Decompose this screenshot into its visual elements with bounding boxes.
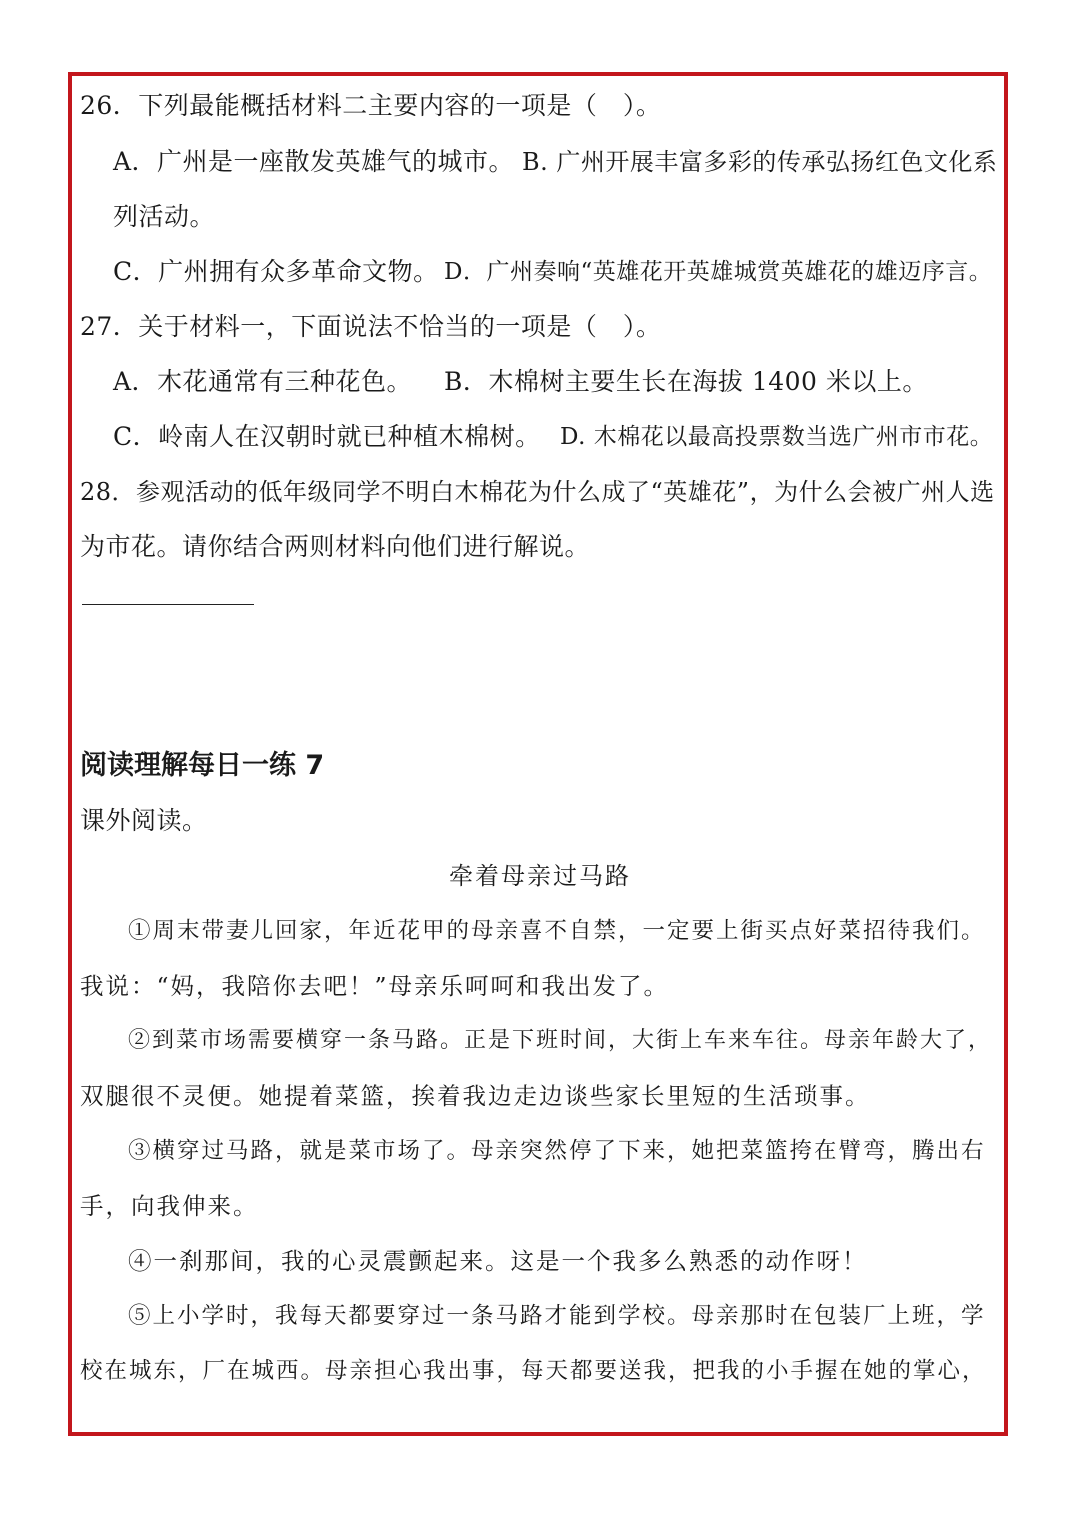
article-paragraph-1-line-1: ①周末带妻儿回家，年近花甲的母亲喜不自禁，一定要上街买点好菜招待我们。 [128, 918, 986, 944]
article-paragraph-2-line-1: ②到菜市场需要横穿一条马路。正是下班时间，大街上车来车往。母亲年龄大了， [128, 1028, 993, 1053]
question-26-stem: 26．下列最能概括材料二主要内容的一项是（ ）。 [80, 91, 662, 120]
section-heading: 阅读理解每日一练 7 [80, 750, 325, 781]
question-27-option-d: D. 木棉花以最高投票数当选广州市市花。 [560, 424, 994, 450]
question-27-option-a: A．木花通常有三种花色。 [113, 367, 413, 396]
question-27-option-c: C．岭南人在汉朝时就已种植木棉树。 [113, 422, 541, 451]
question-26-option-d: D．广州奏响“英雄花开英雄城赏英雄花的雄迈序言。 [444, 259, 993, 285]
article-paragraph-3-line-2: 手，向我伸来。 [80, 1192, 259, 1220]
question-28-stem-continued: 为市花。请你结合两则材料向他们进行解说。 [80, 532, 591, 561]
article-paragraph-2-line-2: 双腿很不灵便。她提着菜篮，挨着我边走边谈些家长里短的生活琐事。 [80, 1082, 871, 1110]
section-instruction: 课外阅读。 [80, 806, 208, 835]
question-26-option-b-continued: 列活动。 [113, 202, 216, 231]
answer-blank-line [82, 604, 254, 605]
article-title: 牵着母亲过马路 [449, 862, 631, 890]
question-27-stem: 27．关于材料一，下面说法不恰当的一项是（ ）。 [80, 312, 662, 341]
article-paragraph-4-line-1: ④一刹那间，我的心灵震颤起来。这是一个我多么熟悉的动作呀！ [128, 1247, 868, 1275]
article-paragraph-3-line-1: ③横穿过马路，就是菜市场了。母亲突然停了下来，她把菜篮挎在臂弯，腾出右 [128, 1138, 986, 1164]
question-27-option-b: B．木棉树主要生长在海拔 1400 米以上。 [444, 367, 928, 396]
question-28-stem: 28．参观活动的低年级同学不明白木棉花为什么成了“英雄花”，为什么会被广州人选 [80, 478, 995, 506]
article-paragraph-5-line-1: ⑤上小学时，我每天都要穿过一条马路才能到学校。母亲那时在包装厂上班，学 [128, 1303, 986, 1329]
article-paragraph-5-line-2: 校在城东，厂在城西。母亲担心我出事，每天都要送我，把我的小手握在她的掌心， [80, 1358, 987, 1384]
question-26-option-b: B. 广州开展丰富多彩的传承弘扬红色文化系 [522, 148, 998, 176]
question-26-option-a: A．广州是一座散发英雄气的城市。 [113, 147, 515, 176]
article-paragraph-1-line-2: 我说：“妈，我陪你去吧！”母亲乐呵呵和我出发了。 [80, 972, 670, 1000]
question-26-option-c: C．广州拥有众多革命文物。 [113, 257, 439, 286]
